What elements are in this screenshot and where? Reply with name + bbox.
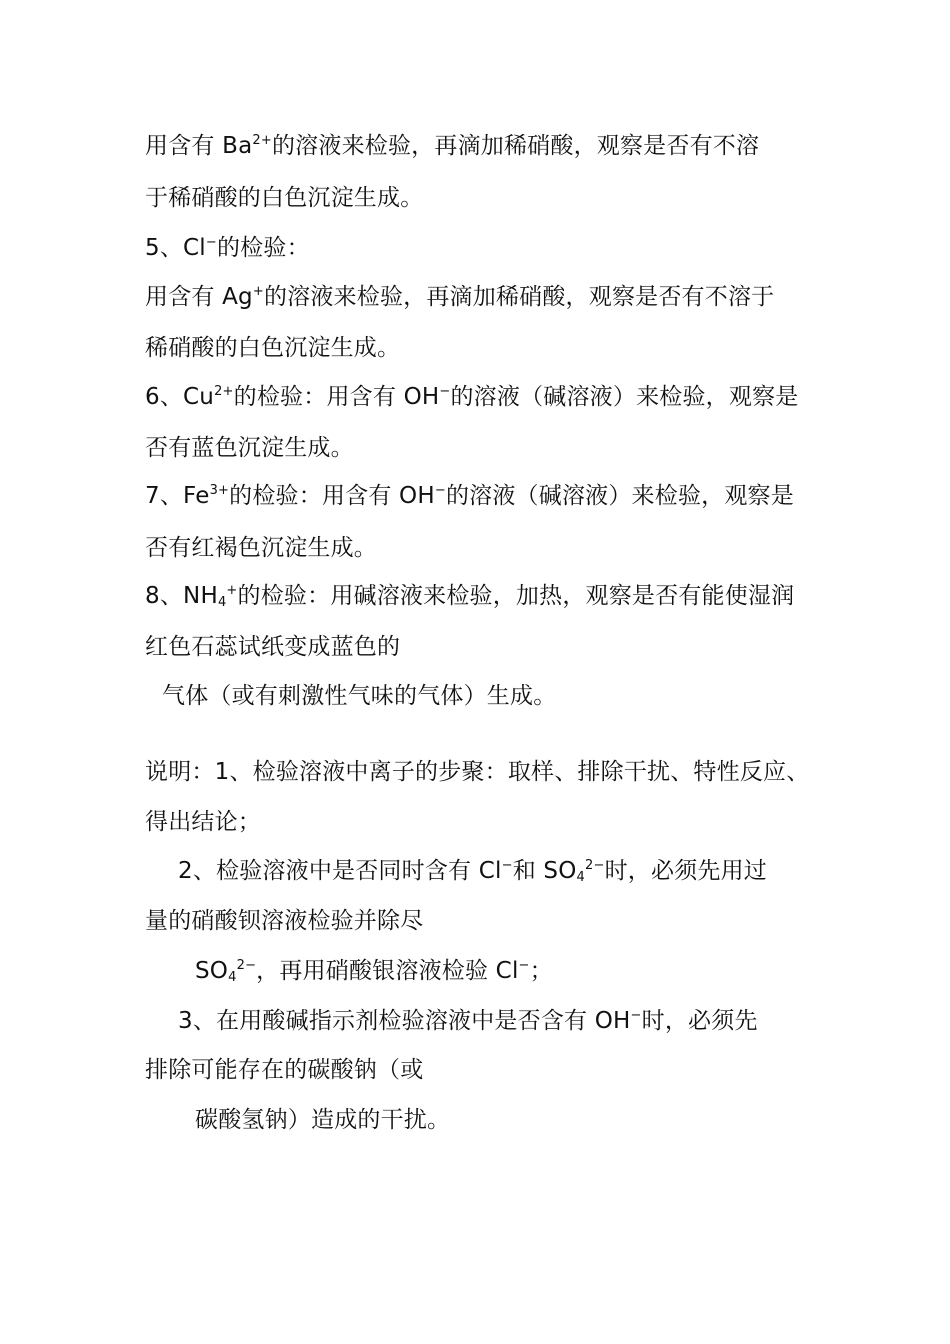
superscript: − (518, 958, 530, 973)
superscript: 2− (585, 858, 605, 873)
subscript: 4 (217, 595, 227, 610)
text-run: 和 SO (512, 858, 577, 884)
text-line (145, 632, 400, 662)
subscript: 4 (576, 870, 586, 885)
text-line (145, 433, 354, 463)
text-line (162, 681, 556, 711)
text-run: 说明：1、检验溶液中离子的步聚：取样、排除干扰、特性反应、 (145, 759, 810, 785)
text-run: 6、Cu (145, 384, 215, 410)
text-run: 碳酸氢钠）造成的干扰。 (195, 1107, 451, 1133)
text-run: 稀硝酸的白色沉淀生成。 (145, 335, 401, 361)
superscript: 2+ (214, 384, 234, 399)
superscript: − (501, 858, 513, 873)
text-line (145, 131, 759, 161)
text-run: 5、Cl (145, 235, 206, 261)
text-line (145, 757, 809, 787)
text-run: 排除可能存在的碳酸钠（或 (145, 1057, 424, 1083)
text-run: 用含有 Ba (145, 133, 253, 159)
text-run: 量的硝酸钡溶液检验并除尽 (145, 908, 424, 934)
superscript: + (226, 583, 238, 598)
text-line (145, 333, 400, 363)
text-line (145, 906, 423, 936)
text-run: 的检验：用含有 OH (233, 384, 440, 410)
text-line (195, 956, 553, 986)
text-run: 否有蓝色沉淀生成。 (145, 435, 354, 461)
text-run: 3、在用酸碱指示剂检验溶液中是否含有 OH (178, 1008, 631, 1034)
text-run: 8、NH (145, 583, 218, 609)
text-line (178, 856, 767, 886)
text-line (145, 533, 377, 563)
text-run: 气体（或有刺激性气味的气体）生成。 (162, 683, 557, 709)
superscript: + (252, 284, 264, 299)
text-line (145, 807, 261, 837)
text-line (195, 1105, 450, 1135)
text-run: 用含有 Ag (145, 284, 253, 310)
subscript: 4 (228, 970, 237, 985)
text-run: 得出结论； (145, 809, 261, 835)
text-run: ； (529, 958, 553, 984)
superscript: 2+ (252, 133, 272, 148)
text-run: 的溶液（碱溶液）来检验，观察是 (450, 384, 799, 410)
text-run: 的检验：用碱溶液来检验，加热，观察是否有能使湿润 (237, 583, 795, 609)
superscript: − (205, 235, 217, 250)
text-run: 时，必须先用过 (604, 858, 767, 884)
superscript: − (434, 483, 446, 498)
text-run: 2、检验溶液中是否同时含有 Cl (178, 858, 502, 884)
text-line (178, 1006, 758, 1036)
superscript: − (630, 1008, 642, 1023)
text-run: 7、Fe (145, 483, 210, 509)
superscript: 3+ (209, 483, 230, 498)
text-run: 红色石蕊试纸变成蓝色的 (145, 634, 401, 660)
superscript: − (439, 384, 451, 399)
text-line (145, 282, 774, 312)
text-run: 的溶液（碱溶液）来检验，观察是 (445, 483, 794, 509)
text-run: 否有红褐色沉淀生成。 (145, 535, 377, 561)
text-run: 的检验：用含有 OH (229, 483, 435, 509)
text-run: ，再用硝酸银溶液检验 Cl (256, 958, 519, 984)
text-run: 时，必须先 (641, 1008, 758, 1034)
text-line (145, 481, 794, 511)
text-run: 的检验： (216, 235, 310, 261)
text-line (145, 183, 423, 213)
text-line (145, 382, 798, 412)
text-run: 的溶液来检验，再滴加稀硝酸，观察是否有不溶 (271, 133, 760, 159)
text-run: SO (195, 958, 229, 984)
superscript: 2− (236, 958, 257, 973)
text-line (145, 1055, 423, 1085)
text-line (145, 581, 794, 611)
text-run: 于稀硝酸的白色沉淀生成。 (145, 185, 424, 211)
text-line (145, 233, 310, 263)
text-run: 的溶液来检验，再滴加稀硝酸，观察是否有不溶于 (263, 284, 775, 310)
